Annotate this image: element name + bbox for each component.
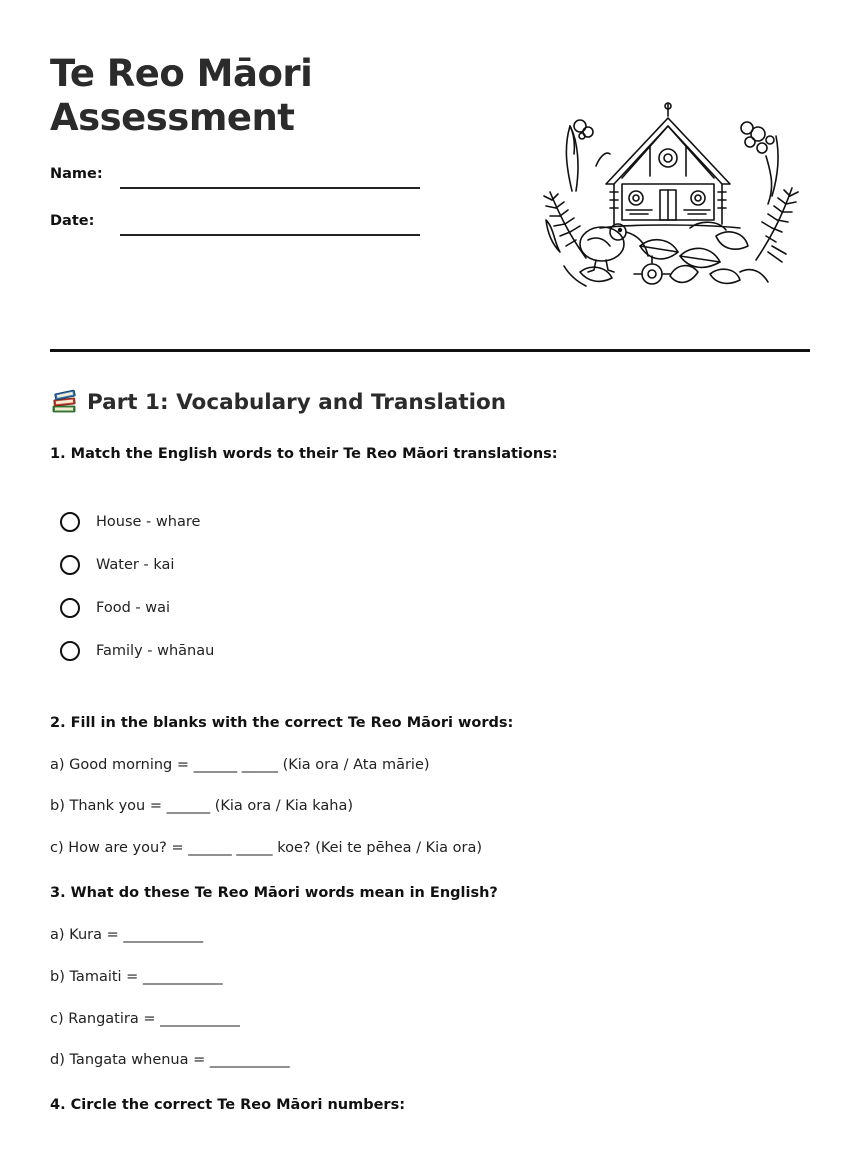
option-label: House - whare <box>96 514 201 530</box>
q2-item-c: c) How are you? = ______ _____ koe? (Kei te pēhea / Kia ora) <box>50 840 483 856</box>
option-family-whanau[interactable] <box>60 641 214 661</box>
page-title <box>50 52 312 140</box>
radio-circle-icon[interactable] <box>60 641 80 661</box>
section-1-heading <box>50 388 506 416</box>
option-house-whare[interactable] <box>60 512 200 532</box>
q3-item-d: d) Tangata whenua = ___________ <box>50 1052 290 1068</box>
title-line-2: Assessment <box>50 96 295 139</box>
option-label: Family - whānau <box>96 643 215 659</box>
section-1-title: Part 1: Vocabulary and Translation <box>87 389 507 415</box>
q2-item-b: b) Thank you = ______ (Kia ora / Kia kaha) <box>50 798 354 814</box>
question-2-text: 2. Fill in the blanks with the correct Te Reo Māori words: <box>50 715 514 731</box>
option-water-kai[interactable] <box>60 555 174 575</box>
question-1-text: 1. Match the English words to their Te Reo Māori translations: <box>50 446 558 462</box>
q3-item-b: b) Tamaiti = ___________ <box>50 969 223 985</box>
radio-circle-icon[interactable] <box>60 555 80 575</box>
date-field[interactable] <box>120 234 420 236</box>
option-label: Water - kai <box>96 557 175 573</box>
question-4-text: 4. Circle the correct Te Reo Māori numbers: <box>50 1097 406 1113</box>
option-label: Food - wai <box>96 600 170 616</box>
wharenui-kiwi-fern-illustration-icon <box>540 96 802 296</box>
option-food-wai[interactable] <box>60 598 170 618</box>
section-divider <box>50 349 810 352</box>
radio-circle-icon[interactable] <box>60 512 80 532</box>
q2-item-a: a) Good morning = ______ _____ (Kia ora / Ata mārie) <box>50 757 430 773</box>
question-3-text: 3. What do these Te Reo Māori words mean in English? <box>50 885 498 901</box>
title-line-1: Te Reo Māori <box>50 52 313 95</box>
name-field[interactable] <box>120 187 420 189</box>
books-icon <box>50 388 78 416</box>
date-label: Date: <box>50 213 95 229</box>
radio-circle-icon[interactable] <box>60 598 80 618</box>
q3-item-c: c) Rangatira = ___________ <box>50 1011 240 1027</box>
name-label: Name: <box>50 166 103 182</box>
q3-item-a: a) Kura = ___________ <box>50 927 204 943</box>
